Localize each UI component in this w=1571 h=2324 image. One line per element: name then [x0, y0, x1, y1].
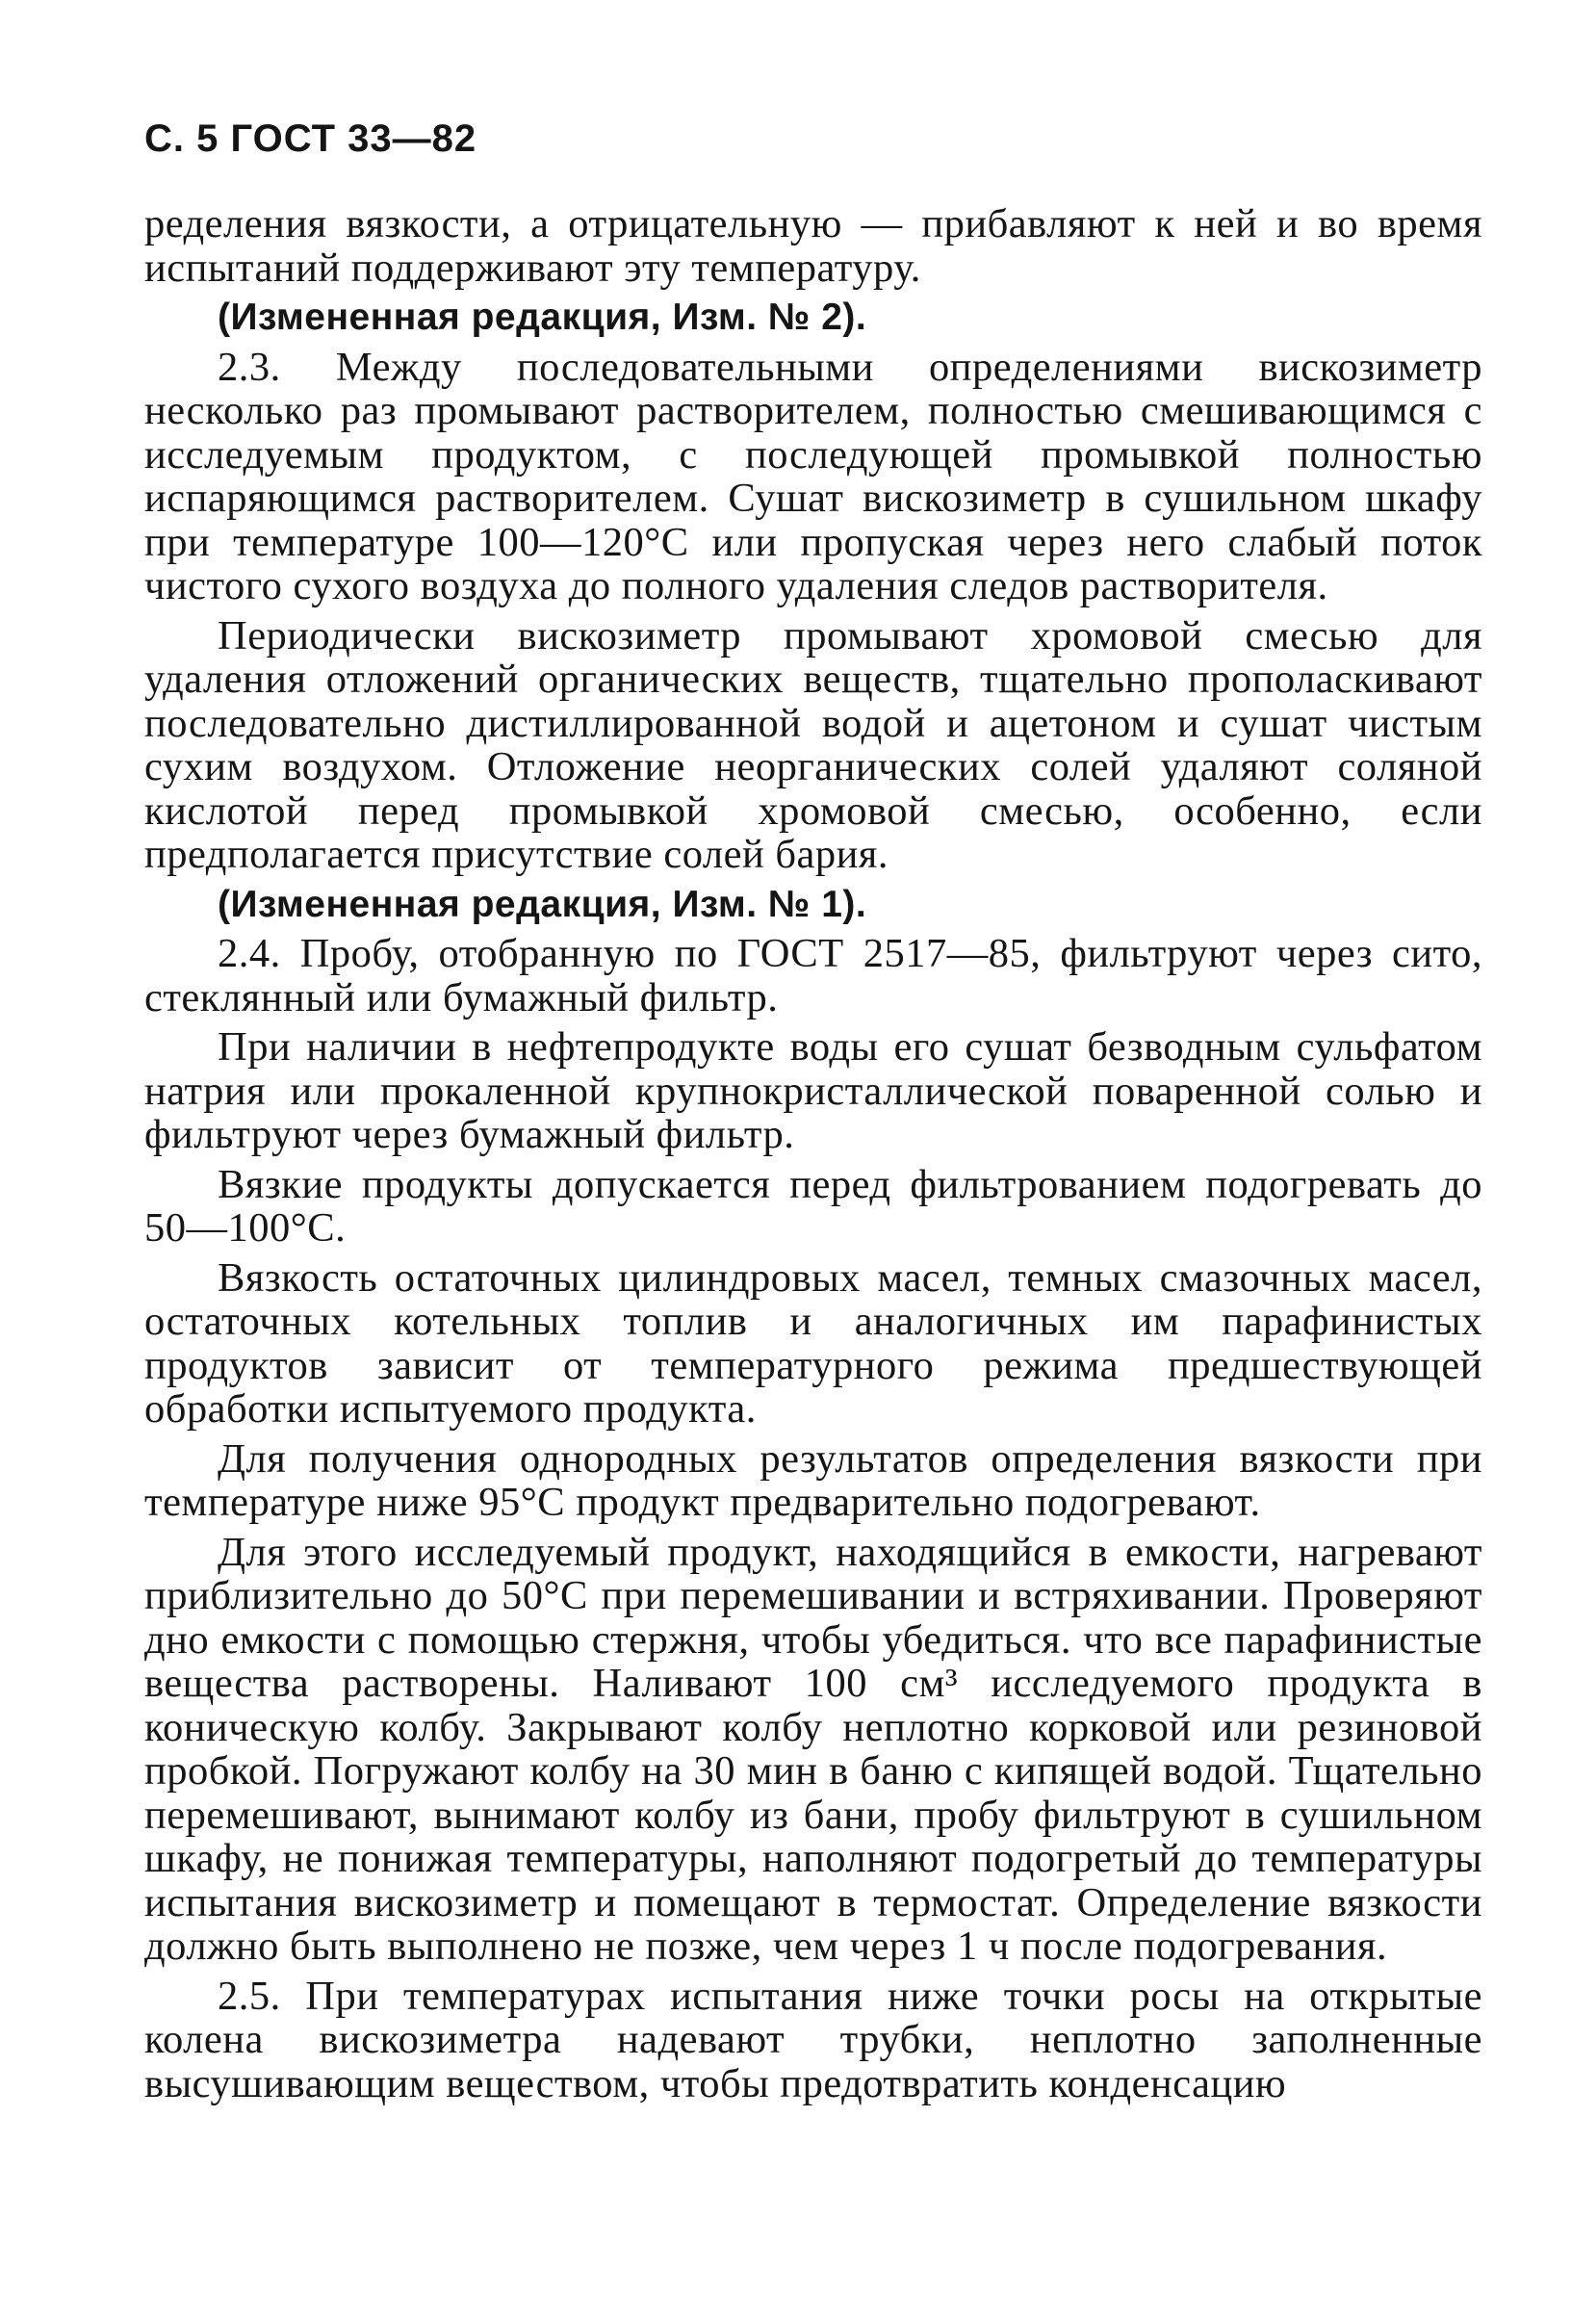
- amendment-note: (Измененная редакция, Изм. № 1).: [218, 883, 867, 925]
- document-page: [144, 114, 1482, 2111]
- paragraph-heating-procedure: Для этого исследуемый продукт, находящийся в емкости, нагревают приблизительно до 50°С при перемешивании и встряхивании. Проверяют дно емкости с помощью стержня, чтобы убедиться. что все парафинистые вещества растворены. Наливают 100 см³ исследуемого продукта в коническую колбу. Закрывают колбу неплотно корковой или резиновой пробкой. Погружают колбу на 30 мин в баню с кипящей водой. Тщательно перемешивают, вынимают колбу из бани, пробу фильтруют в сушильном шкафу, не понижая температуры, наполняют подогретый до температуры испытания вискозиметр и помещают в термостат. Определение вязкости должно быть выполнено не позже, чем через 1 ч после подогревания.: [144, 1529, 1482, 1969]
- paragraph-viscous-products: Вязкие продукты допускается перед фильтрованием подогревать до 50—100°С.: [144, 1161, 1482, 1251]
- paragraph-water-drying: При наличии в нефтепродукте воды его сушат безводным сульфатом натрия или прокаленной крупнокристаллической поваренной солью и фильтруют через бумажный фильтр.: [144, 1024, 1482, 1157]
- paragraph-uniform-results: Для получения однородных результатов определения вязкости при температуре ниже 95°С продукт предварительно подогревают.: [144, 1435, 1482, 1525]
- paragraph-periodic-cleaning: Периодически вискозиметр промывают хромовой смесью для удаления отложений органических веществ, тщательно прополаскивают последовательно дистиллированной водой и ацетоном и сушат чистым сухим воздухом. Отложение неорганических солей удаляют соляной кислотой перед промывкой хромовой смесью, особенно, если предполагается присутствие солей бария.: [144, 612, 1482, 877]
- page-header: С. 5 ГОСТ 33—82: [144, 117, 477, 160]
- paragraph-2-5: 2.5. При температурах испытания ниже точки росы на открытые колена вискозиметра надевают трубки, неплотно заполненные высушивающим веществом, чтобы предотвратить конденсацию: [144, 1973, 1482, 2106]
- paragraph-residual-oils: Вязкость остаточных цилиндровых масел, темных смазочных масел, остаточных котельных топлив и аналогичных им парафинистых продуктов зависит от температурного режима предшествующей обработки испытуемого продукта.: [144, 1254, 1482, 1432]
- paragraph-continuation: ределения вязкости, а отрицательную — прибавляют к ней и во время испытаний поддерживают эту температуру.: [144, 201, 1482, 291]
- paragraph-2-3: 2.3. Между последовательными определениями вискозиметр несколько раз промывают растворителем, полностью смешивающимся с исследуемым продуктом, с последующей промывкой полностью испаряющимся растворителем. Сушат вискозиметр в сушильном шкафу при температуре 100—120°С или пропуская через него слабый поток чистого сухого воздуха до полного удаления следов растворителя.: [144, 344, 1482, 608]
- amendment-note: (Измененная редакция, Изм. № 2).: [218, 297, 867, 338]
- paragraph-2-4: 2.4. Пробу, отобранную по ГОСТ 2517—85, фильтруют через сито, стеклянный или бумажный фильтр.: [144, 931, 1482, 1020]
